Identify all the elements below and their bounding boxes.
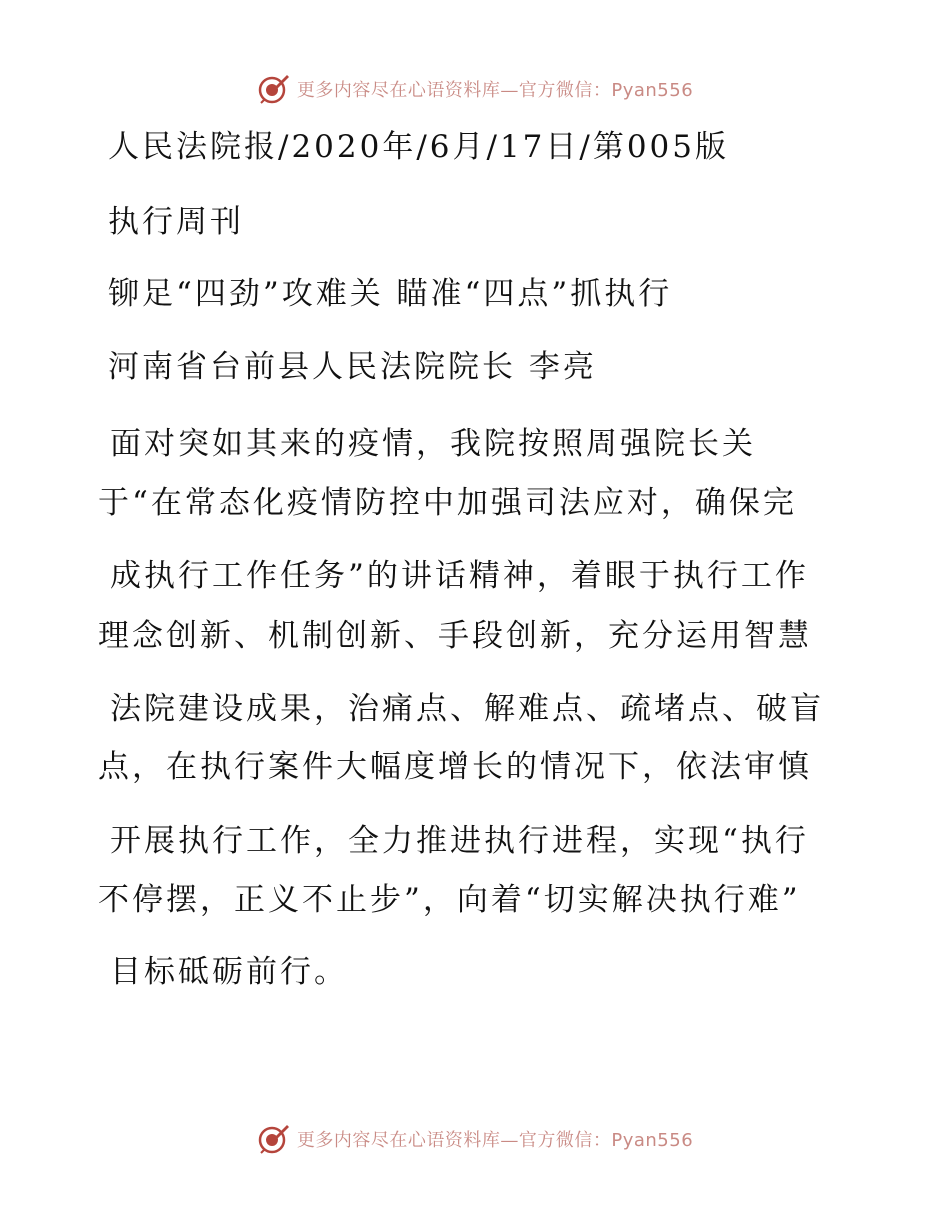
body-line: 法院建设成果，治痛点、解难点、疏堵点、破盲	[110, 691, 824, 727]
body-line: 开展执行工作，全力推进执行进程，实现“执行	[110, 823, 809, 859]
watermark-id: Pyan556	[611, 80, 694, 101]
document-section: 执行周刊	[108, 204, 244, 240]
body-line: 点，在执行案件大幅度增长的情况下，依法审慎	[98, 749, 812, 785]
document-title: 铆足“四劲”攻难关 瞄准“四点”抓执行	[108, 276, 673, 312]
watermark-footer	[0, 1122, 950, 1156]
watermark-id: Pyan556	[611, 1130, 694, 1151]
document-source: 人民法院报/2020年/6月/17日/第005版	[108, 129, 730, 165]
body-line: 于“在常态化疫情防控中加强司法应对，确保完	[98, 485, 797, 521]
body-line: 理念创新、机制创新、手段创新，充分运用智慧	[98, 618, 812, 654]
watermark-text: 更多内容尽在心语资料库—官方微信：Pyan556	[296, 1130, 694, 1151]
body-line: 不停摆，正义不止步”，向着“切实解决执行难”	[98, 882, 801, 918]
pen-seal-icon	[257, 1122, 291, 1156]
body-line: 目标砥砺前行。	[110, 954, 348, 990]
body-line: 成执行工作任务”的讲话精神，着眼于执行工作	[110, 558, 809, 594]
document-author: 河南省台前县人民法院院长 李亮	[108, 349, 597, 385]
watermark-text: 更多内容尽在心语资料库—官方微信：Pyan556	[296, 80, 694, 101]
body-line: 面对突如其来的疫情，我院按照周强院长关	[110, 426, 756, 462]
